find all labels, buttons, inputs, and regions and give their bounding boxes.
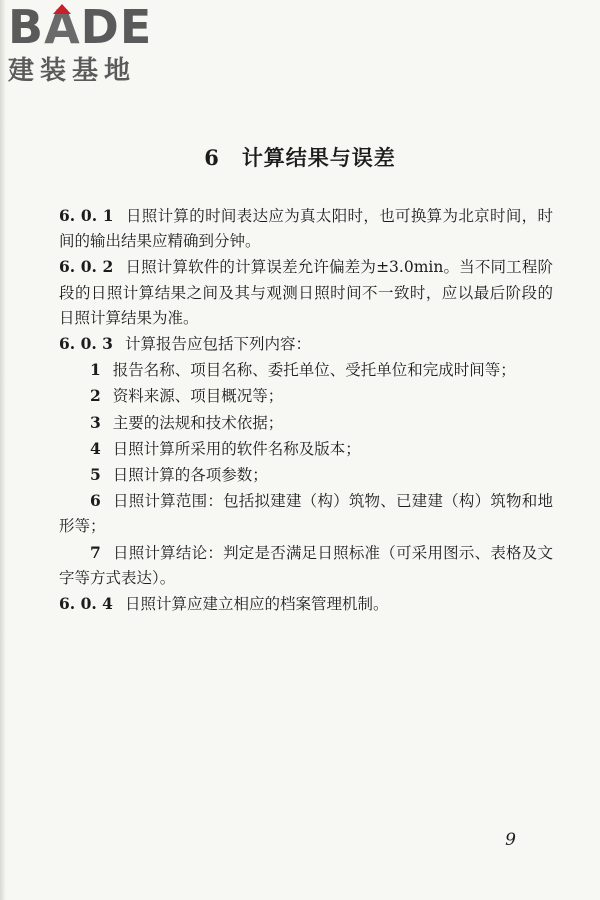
list-item-text: 资料来源、项目概况等； [112, 387, 284, 406]
logo-letter-e: E [119, 0, 153, 54]
clause-6-0-2 [59, 254, 553, 331]
clause-text: 日照计算软件的计算误差允许偏差为±3.0min。当不同工程阶段的日照计算结果之间及其与观测日照时间不一致时，应以最后阶段的日照计算结果为准。 [59, 258, 553, 327]
logo-letter-b: B [8, 0, 45, 54]
list-item-text: 日照计算的各项参数； [112, 466, 268, 485]
list-item [59, 540, 553, 591]
list-item [59, 462, 553, 488]
list-item-number: 4 [90, 438, 101, 458]
scan-edge [0, 0, 6, 900]
list-item-text: 日照计算所采用的软件名称及版本； [112, 439, 361, 458]
chapter-number: 6 [204, 145, 220, 170]
clause-6-0-3 [59, 331, 553, 357]
list-item [59, 436, 553, 462]
clause-number: 6. 0. 1 [59, 206, 114, 225]
clause-6-0-4 [59, 591, 553, 617]
logo-letter-a: A [44, 0, 81, 54]
clause-text: 计算报告应包括下列内容： [124, 335, 311, 354]
list-item-number: 5 [90, 465, 101, 485]
list-item-text: 主要的法规和技术依据； [112, 413, 284, 432]
clause-text: 日照计算应建立相应的档案管理机制。 [124, 595, 389, 614]
logo-letter-d: D [80, 0, 120, 54]
clause-6-0-1 [59, 203, 553, 254]
list-item [59, 383, 553, 409]
list-item-number: 6 [90, 491, 101, 511]
clause-number: 6. 0. 3 [59, 334, 113, 354]
list-item [59, 410, 553, 436]
logo-wordmark [8, 2, 178, 52]
list-item-number: 3 [90, 412, 101, 432]
list-item-text: 日照计算结论：判定是否满足日照标准（可采用图示、表格及文字等方式表达）。 [59, 543, 553, 587]
logo-accent-triangle-icon [53, 4, 71, 14]
list-item-text: 报告名称、项目名称、委托单位、受托单位和完成时间等； [112, 361, 516, 380]
logo-letter-a-wrap [44, 2, 81, 52]
page-number: 9 [505, 830, 516, 850]
bade-logo [8, 2, 178, 88]
list-item-number: 1 [90, 360, 101, 380]
clause-number: 6. 0. 4 [59, 594, 113, 614]
chapter-title [0, 142, 600, 172]
clause-text: 日照计算的时间表达应为真太阳时，也可换算为北京时间，时间的输出结果应精确到分钟。 [59, 207, 553, 251]
list-item-text: 日照计算范围：包括拟建建（构）筑物、已建建（构）筑物和地形等； [59, 492, 553, 536]
list-item-number: 7 [90, 542, 101, 562]
chapter-title-text: 计算结果与误差 [241, 145, 396, 170]
clause-number: 6. 0. 2 [59, 257, 114, 277]
list-item [59, 357, 553, 383]
clause-body [59, 203, 553, 617]
list-item-number: 2 [90, 386, 101, 406]
logo-subtitle: 建装基地 [8, 56, 137, 86]
list-item [59, 488, 553, 539]
